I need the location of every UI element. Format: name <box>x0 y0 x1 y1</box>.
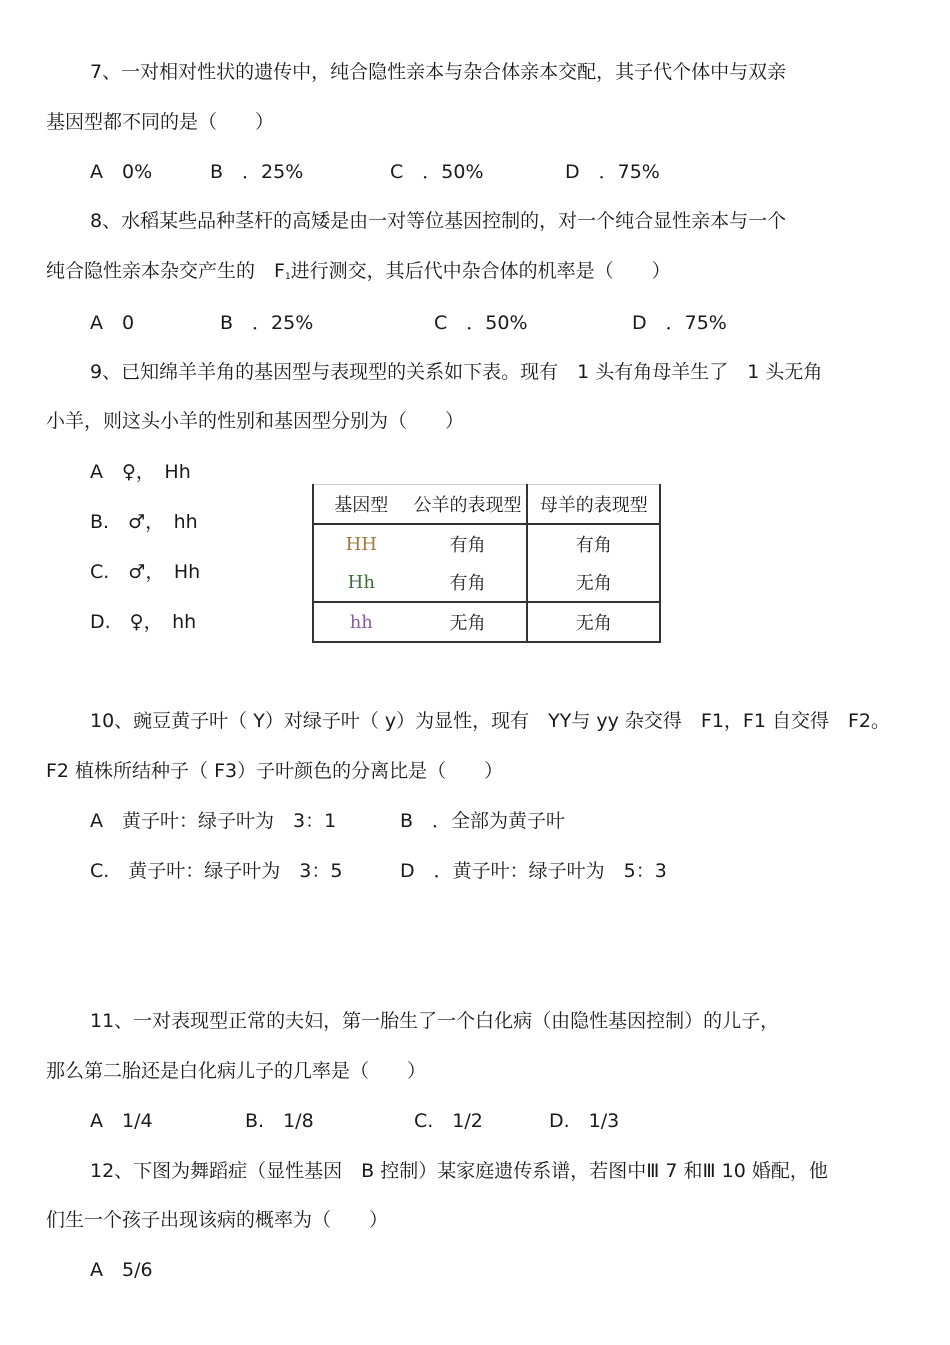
q9-option-b: B. ♂， hh <box>90 511 198 533</box>
table-cell-ewe: 有角 <box>527 524 660 563</box>
q7-option-c: C ．50% <box>390 161 484 183</box>
q9-stem-line1: 9、已知绵羊羊角的基因型与表现型的关系如下表。现有 1 头有角母羊生了 1 头无角 <box>90 361 823 383</box>
q8-option-c: C ．50% <box>434 312 528 334</box>
q10-stem-line1: 10、豌豆黄子叶（ Y）对绿子叶（ y）为显性，现有 YY与 yy 杂交得 F1，F1 自交得 F2。 <box>90 710 890 732</box>
table-cell-ram: 有角 <box>409 563 528 602</box>
q11-option-a: A 1/4 <box>90 1110 153 1132</box>
q12-option-a: A 5/6 <box>90 1259 153 1281</box>
genotype-phenotype-table <box>312 484 661 643</box>
table-cell-genotype: hh <box>313 602 409 642</box>
q8-stem-line1: 8、水稻某些品种茎杆的高矮是由一对等位基因控制的，对一个纯合显性亲本与一个 <box>90 210 787 232</box>
q10-stem-line2: F2 植株所结种子（ F3）子叶颜色的分离比是（ ） <box>46 760 504 782</box>
q9-stem-line2: 小羊，则这头小羊的性别和基因型分别为（ ） <box>46 410 465 432</box>
table-cell-genotype: HH <box>313 524 409 563</box>
q8-option-b: B ．25% <box>220 312 314 334</box>
table-cell-ewe: 无角 <box>527 602 660 642</box>
table-cell-genotype: Hh <box>313 563 409 602</box>
q7-option-a: A 0% <box>90 161 153 183</box>
q7-option-d: D ．75% <box>565 161 660 183</box>
table-header-genotype: 基因型 <box>313 485 409 525</box>
table-header-ram: 公羊的表现型 <box>409 485 528 525</box>
table-row <box>313 563 660 602</box>
q9-option-c: C. ♂， Hh <box>90 561 201 583</box>
q12-stem-line1: 12、下图为舞蹈症（显性基因 B 控制）某家庭遗传系谱，若图中Ⅲ 7 和Ⅲ 10 婚配，他 <box>90 1160 828 1182</box>
table-cell-ram: 无角 <box>409 602 528 642</box>
table-header-ewe: 母羊的表现型 <box>527 485 660 525</box>
table-row <box>313 602 660 642</box>
q8-stem-line2: 纯合隐性亲本杂交产生的 $F_1$进行测交，其后代中杂合体的机率是（ ） <box>46 260 671 282</box>
table-cell-ewe: 无角 <box>527 563 660 602</box>
q10-option-b: B ．全部为黄子叶 <box>400 810 566 832</box>
q12-stem-line2: 们生一个孩子出现该病的概率为（ ） <box>46 1209 389 1231</box>
q9-option-d: D. ♀， hh <box>90 611 197 633</box>
table-cell-ram: 有角 <box>409 524 528 563</box>
q7-option-b: B ．25% <box>210 161 304 183</box>
q8-option-d: D ．75% <box>632 312 727 334</box>
q11-stem-line1: 11、一对表现型正常的夫妇，第一胎生了一个白化病（由隐性基因控制）的儿子， <box>90 1010 780 1032</box>
table-row <box>313 524 660 563</box>
q10-option-c: C. 黄子叶：绿子叶为 3：5 <box>90 860 343 882</box>
table-header-row <box>313 485 660 525</box>
q10-option-a: A 黄子叶：绿子叶为 3：1 <box>90 810 337 832</box>
q9-option-a: A ♀， Hh <box>90 461 191 483</box>
q8-option-a: A 0 <box>90 312 135 334</box>
q11-option-c: C. 1/2 <box>414 1110 483 1132</box>
q11-option-d: D. 1/3 <box>549 1110 620 1132</box>
q11-option-b: B. 1/8 <box>245 1110 314 1132</box>
q10-option-d: D ．黄子叶：绿子叶为 5：3 <box>400 860 667 882</box>
q11-stem-line2: 那么第二胎还是白化病儿子的几率是（ ） <box>46 1060 427 1082</box>
q7-stem-line1: 7、一对相对性状的遗传中，纯合隐性亲本与杂合体亲本交配，其子代个体中与双亲 <box>90 61 787 83</box>
q7-stem-line2: 基因型都不同的是（ ） <box>46 111 275 133</box>
